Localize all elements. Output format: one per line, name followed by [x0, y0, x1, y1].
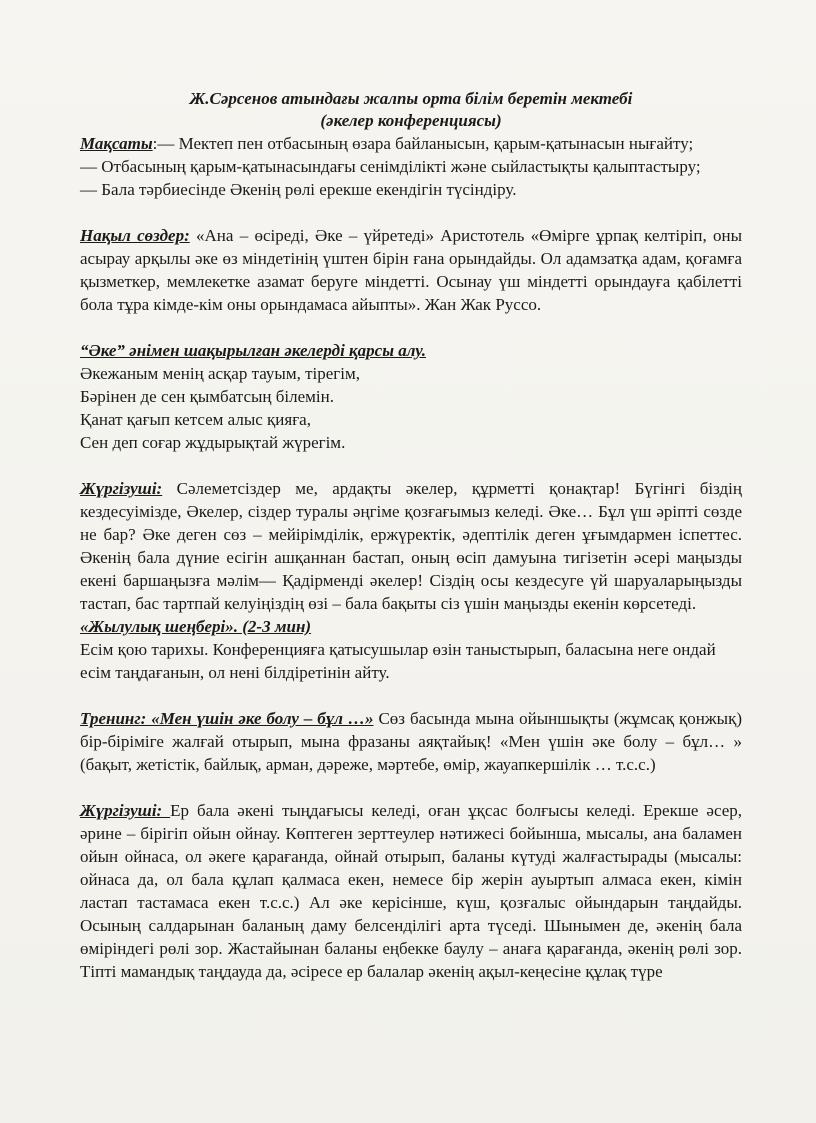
goals-text-1: :— Мектеп пен отбасының өзара байланысын, қарым-қатынасын нығайту; — [152, 134, 694, 153]
goals-paragraph — [80, 132, 742, 155]
song-section-heading — [80, 339, 742, 362]
song-section-label: “Әке” әнімен шақырылған әкелерді қарсы алу. — [80, 341, 426, 360]
spacer — [80, 776, 742, 799]
poem-line: Қанат қағып кетсем алыс қияға, — [80, 410, 311, 429]
quotes-paragraph — [80, 224, 742, 316]
goals-text-2: — Отбасының қарым-қатынасындағы сенімділікті және сыйластықты қалыптастыру; — [80, 157, 701, 176]
goals-label: Мақсаты — [80, 134, 153, 153]
host-paragraph-1 — [80, 477, 742, 615]
host-label-1: Жүргізуші: — [80, 479, 163, 498]
host-label-2: Жүргізуші: — [80, 801, 171, 820]
quotes-text: «Ана – өсіреді, Әке – үйретеді» Аристотель «Өмірге ұрпақ келтіріп, оны асырау арқылы әке өз міндетінің үштен бірін ғана орындайды. Ол адамзатқа адам, қоғамға қызметкер, мемлекетке азамат беруге міндетті. Осынау үш міндетті орындауға қабілетті бола тұра кімде-кім оны орындамаса айыпты». Жан Жак Руссо. — [80, 226, 743, 314]
document-title: Ж.Сәрсенов атындағы жалпы орта білім беретін мектебі — [189, 89, 633, 108]
spacer — [80, 201, 742, 224]
poem-line: Сен деп соғар жұдырықтай жүрегім. — [80, 433, 346, 452]
host-paragraph-2 — [80, 799, 742, 983]
training-label: Тренинг: «Мен үшін әке болу – бұл …» — [80, 709, 374, 728]
spacer — [80, 454, 742, 477]
warmth-text: Есім қою тарихы. Конференцияға қатысушылар өзін таныстырып, баласына неге ондай есім таңдағанын, ол нені білдіретінін айту. — [80, 640, 716, 682]
training-paragraph — [80, 707, 742, 776]
poem-line: Бәрінен де сен қымбатсың білемін. — [80, 387, 334, 406]
quotes-label: Нақыл сөздер: — [80, 226, 190, 245]
poem-line: Әкежаным менің асқар тауым, тірегім, — [80, 364, 360, 383]
warmth-label: «Жылулық шеңбері». (2-3 мин) — [80, 617, 312, 636]
spacer — [80, 684, 742, 707]
warmth-heading — [80, 615, 742, 638]
host-text-1: Сәлеметсіздер ме, ардақты әкелер, құрметті қонақтар! Бүгінгі біздің кездесуімізде, Әкелер, сіздер туралы әңгіме қозғағымыз келеді. Әке… Бұл үш әріпті сөзде не бар? Әке деген сөз – мейірімділік, ержүректік, әдептілік деген ұғымдармен іспеттес. Әкенің бала дүние есігін ашқаннан бастап, оның өсіп дамуына тигізетін әсері маңызды екені баршаңызға мәлім— Қадірменді әкелер! Сіздің осы кездесуге үй шаруаларыңызды тастап, бас тартпай келуіңіздің өзі – бала бақыты сіз үшін маңызды екенін көрсетеді. — [80, 479, 742, 613]
host-text-2: Ер бала әкені тыңдағысы келеді, оған ұқсас болғысы келеді. Ерекше әсер, әрине – бірігіп ойын ойнау. Көптеген зерттеулер нәтижесі бойынша, мысалы, ана баламен ойын ойнаса, ол әкеге қарағанда, ойнай отырып, баланы күтуді жалғастырады (мысалы: ойнаса да, ол бала құлап қалмаса екен, немесе бір жерін ауыртып алмаса екен, кімін ластап тастамаса екен т.с.с.) Ал әке керісінше, күш, қозғалыс ойындарын таңдайды. Осының салдарынан баланың даму белсенділігі арта түседі. Шынымен де, әкенің бала өміріндегі рөлі зор. Жастайынан баланы еңбекке баулу – анаға қарағанда, әкенің рөлі зор. Тіпті мамандық таңдауда да, әсіресе ер балалар әкенің ақыл-кеңесіне құлақ түре — [80, 801, 742, 981]
goals-text-3: — Бала тәрбиесінде Әкенің рөлі ерекше екендігін түсіндіру. — [80, 180, 517, 199]
document-body — [80, 88, 742, 983]
training-text: Сөз басында мына ойыншықты (жұмсақ қонжық) бір-біріміге жалғай отырып, мына фразаны аяқтайық! «Мен үшін әке болу – бұл… » (бақыт, жетістік, байлық, арман, дәреже, мәртебе, өмір, жауапкершілік … т.с.с.) — [80, 709, 742, 774]
document-subtitle: (әкелер конференциясы) — [320, 111, 502, 130]
spacer — [80, 316, 742, 339]
